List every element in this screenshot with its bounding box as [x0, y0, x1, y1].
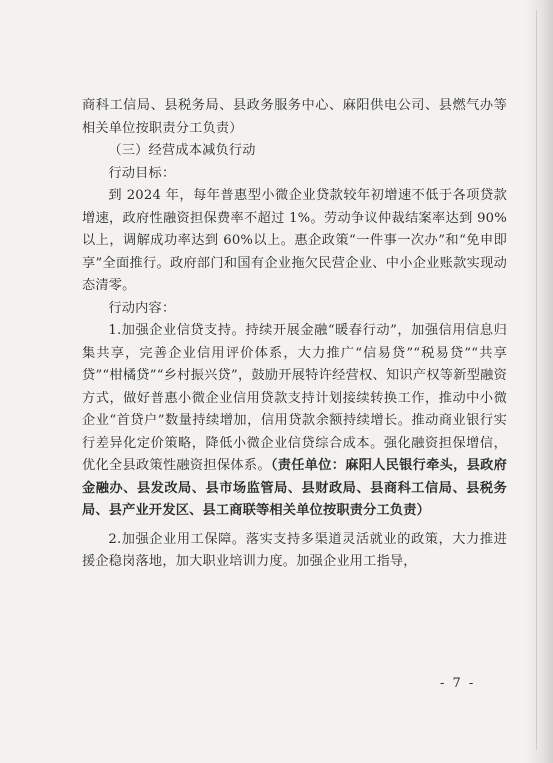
- paragraph-credit-support: [82, 320, 507, 523]
- document-body: [82, 95, 507, 574]
- credit-support-text: 1.加强企业信贷支持。持续开展金融“暖春行动”，加强信用信息归集共享，完善企业信用评价体系，大力推广“信易贷”“税易贷”“共享贷”“柑橘贷”“乡村振兴贷”，鼓励开展特许经营权、知识产权等新型融资方式，做好普惠小微企业信用贷款支持计划接续转换工作，推动中小微企业“首贷户”数量持续增加，信用贷款余额持续增长。推动商业银行实行差异化定价策略，降低小微企业信贷综合成本。强化融资担保增信，优化全县政策性融资担保体系。: [82, 323, 507, 473]
- heading-action-contents: 行动内容：: [108, 300, 176, 316]
- paragraph-employment-support: 2.加强企业用工保障。落实支持多渠道灵活就业的政策，大力推进援企稳岗落地，加大职业培训力度。加强企业用工指导，: [82, 531, 507, 569]
- paragraph-action-goals: 到 2024 年，每年普惠型小微企业贷款较年初增速不低于各项贷款增速，政府性融资担保费率不超过 1%。劳动争议仲裁结案率达到 90%以上，调解成功率达到 60%以上。惠企政策“一件事一次办”和“免申即享”全面推行。政府部门和国有企业拖欠民营企业、中小企业账款实现动态清零。: [82, 188, 507, 293]
- paragraph-responsibility-continued: 商科工信局、县税务局、县政务服务中心、麻阳供电公司、县燃气办等相关单位按职责分工负责）: [82, 98, 507, 136]
- heading-action-goals: 行动目标：: [108, 165, 176, 181]
- scan-edge-line: [536, 10, 537, 750]
- page-number: - 7 -: [440, 676, 476, 691]
- credit-support-responsibility: （责任单位：麻阳人民银行牵头，县政府金融办、县发改局、县市场监管局、县财政局、县商科工信局、县税务局、县产业开发区、县工商联等相关单位按职责分工负责）: [82, 458, 507, 518]
- scan-edge-shadow: [525, 0, 553, 763]
- section-heading-cost-reduction: （三）经营成本减负行动: [108, 143, 256, 158]
